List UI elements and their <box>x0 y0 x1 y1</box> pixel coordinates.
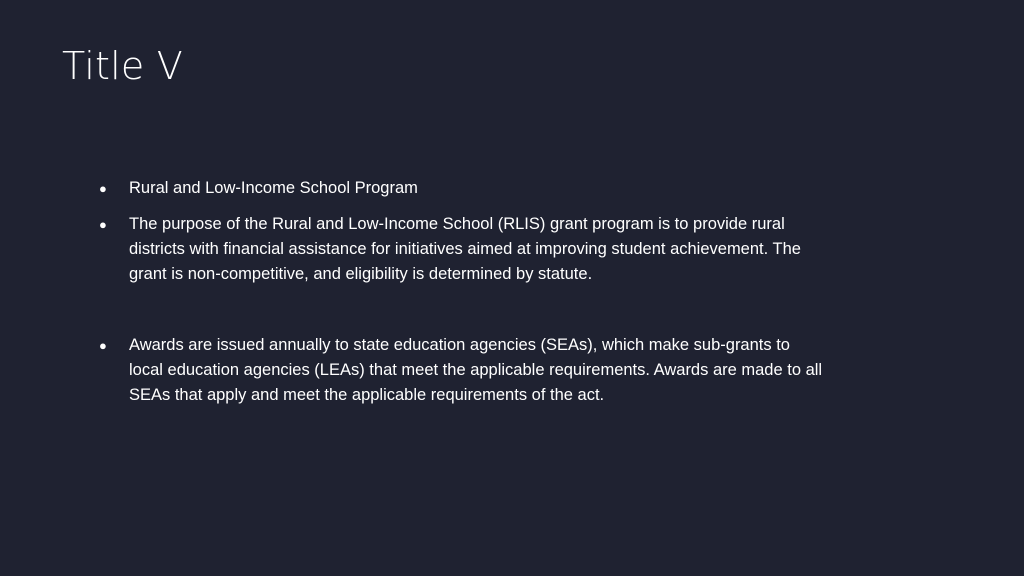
bullet-dot-icon: ● <box>99 217 107 232</box>
bullet-text: Rural and Low-Income School Program <box>129 179 418 197</box>
bullet-item <box>96 176 826 201</box>
bullet-dot-icon: ● <box>99 338 107 353</box>
bullet-list <box>96 176 826 419</box>
bullet-item <box>96 212 826 287</box>
bullet-text: Awards are issued annually to state education agencies (SEAs), which make sub-grants to local education agencies (LEAs) that meet the applicable requirements. Awards are made to all SEAs that apply and meet the applicable requirements of the act. <box>129 336 823 404</box>
bullet-item <box>96 333 826 408</box>
slide-title: Title V <box>62 44 183 88</box>
bullet-text: The purpose of the Rural and Low-Income School (RLIS) grant program is to provide rural districts with financial assistance for initiatives aimed at improving student achievement. The grant is non-competitive, and eligibility is determined by statute. <box>129 215 801 283</box>
bullet-dot-icon: ● <box>99 181 107 196</box>
